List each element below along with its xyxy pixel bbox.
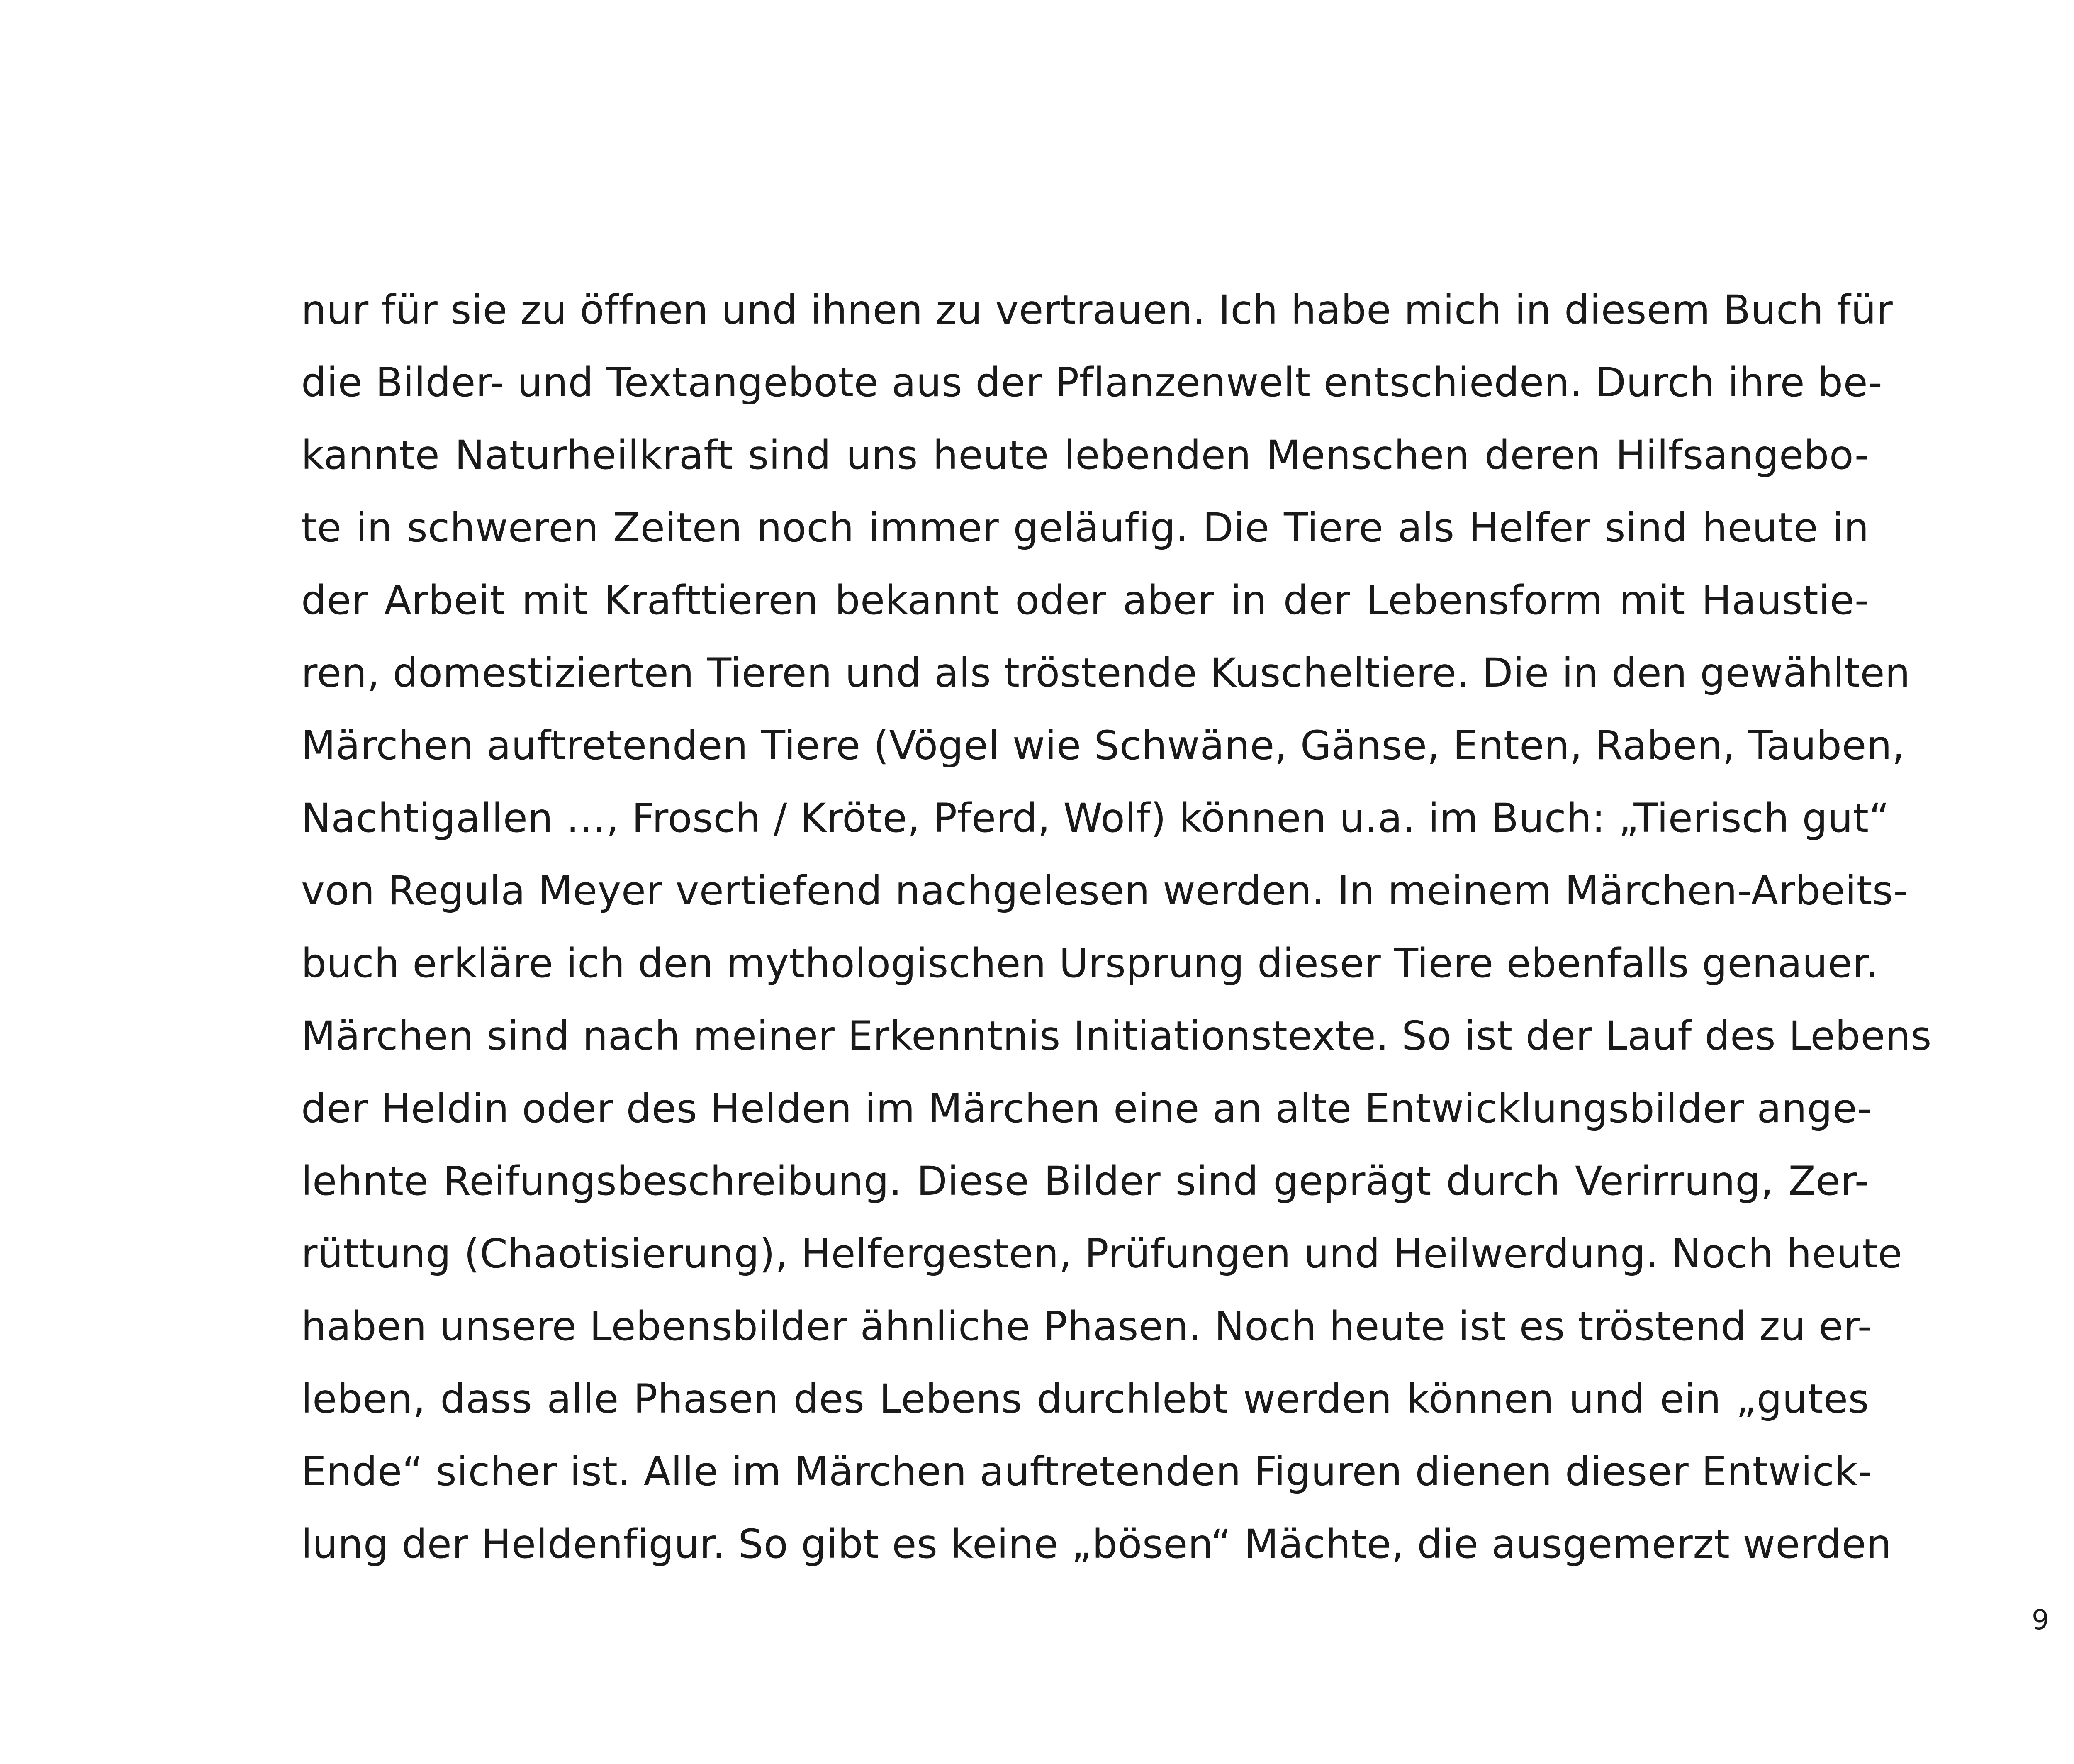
text-line: Ende“ sicher ist. Alle im Märchen auftretenden Figuren dienen dieser Entwick- [301, 1448, 1872, 1495]
text-line: von Regula Meyer vertiefend nachgelesen werden. In meinem Märchen-Arbeits- [301, 867, 1908, 914]
text-line: rüttung (Chaotisierung), Helfergesten, Prüfungen und Heilwerdung. Noch heute [301, 1230, 1903, 1277]
page-number: 9 [2032, 1604, 2049, 1636]
text-line: buch erkläre ich den mythologischen Ursprung dieser Tiere ebenfalls genauer. [301, 940, 1878, 987]
text-line: lung der Heldenfigur. So gibt es keine „bösen“ Mächte, die ausgemerzt werden [301, 1521, 1892, 1567]
body-text [301, 274, 1932, 1581]
text-line: Märchen auftretenden Tiere (Vögel wie Schwäne, Gänse, Enten, Raben, Tauben, [301, 722, 1905, 769]
text-line: haben unsere Lebensbilder ähnliche Phasen. Noch heute ist es tröstend zu er- [301, 1303, 1872, 1350]
text-line: Nachtigallen …, Frosch / Kröte, Pferd, Wolf) können u.a. im Buch: „Tierisch gut“ [301, 795, 1890, 841]
text-line: leben, dass alle Phasen des Lebens durchlebt werden können und ein „gutes [301, 1376, 1869, 1422]
text-line: te in schweren Zeiten noch immer geläufig. Die Tiere als Helfer sind heute in [301, 504, 1869, 551]
text-line: der Heldin oder des Helden im Märchen eine an alte Entwicklungsbilder ange- [301, 1085, 1872, 1132]
text-line: kannte Naturheilkraft sind uns heute lebenden Menschen deren Hilfsangebo- [301, 432, 1869, 478]
text-line: nur für sie zu öffnen und ihnen zu vertrauen. Ich habe mich in diesem Buch für [301, 287, 1893, 333]
text-line: Märchen sind nach meiner Erkenntnis Initiationstexte. So ist der Lauf des Lebens [301, 1013, 1932, 1059]
text-line: der Arbeit mit Krafttieren bekannt oder aber in der Lebensform mit Haustie- [301, 577, 1869, 624]
text-line: ren, domestizierten Tieren und als tröstende Kuscheltiere. Die in den gewählten [301, 650, 1911, 696]
text-line: die Bilder- und Textangebote aus der Pflanzenwelt entschieden. Durch ihre be- [301, 359, 1883, 406]
text-line: lehnte Reifungsbeschreibung. Diese Bilder sind geprägt durch Verirrung, Zer- [301, 1158, 1869, 1204]
